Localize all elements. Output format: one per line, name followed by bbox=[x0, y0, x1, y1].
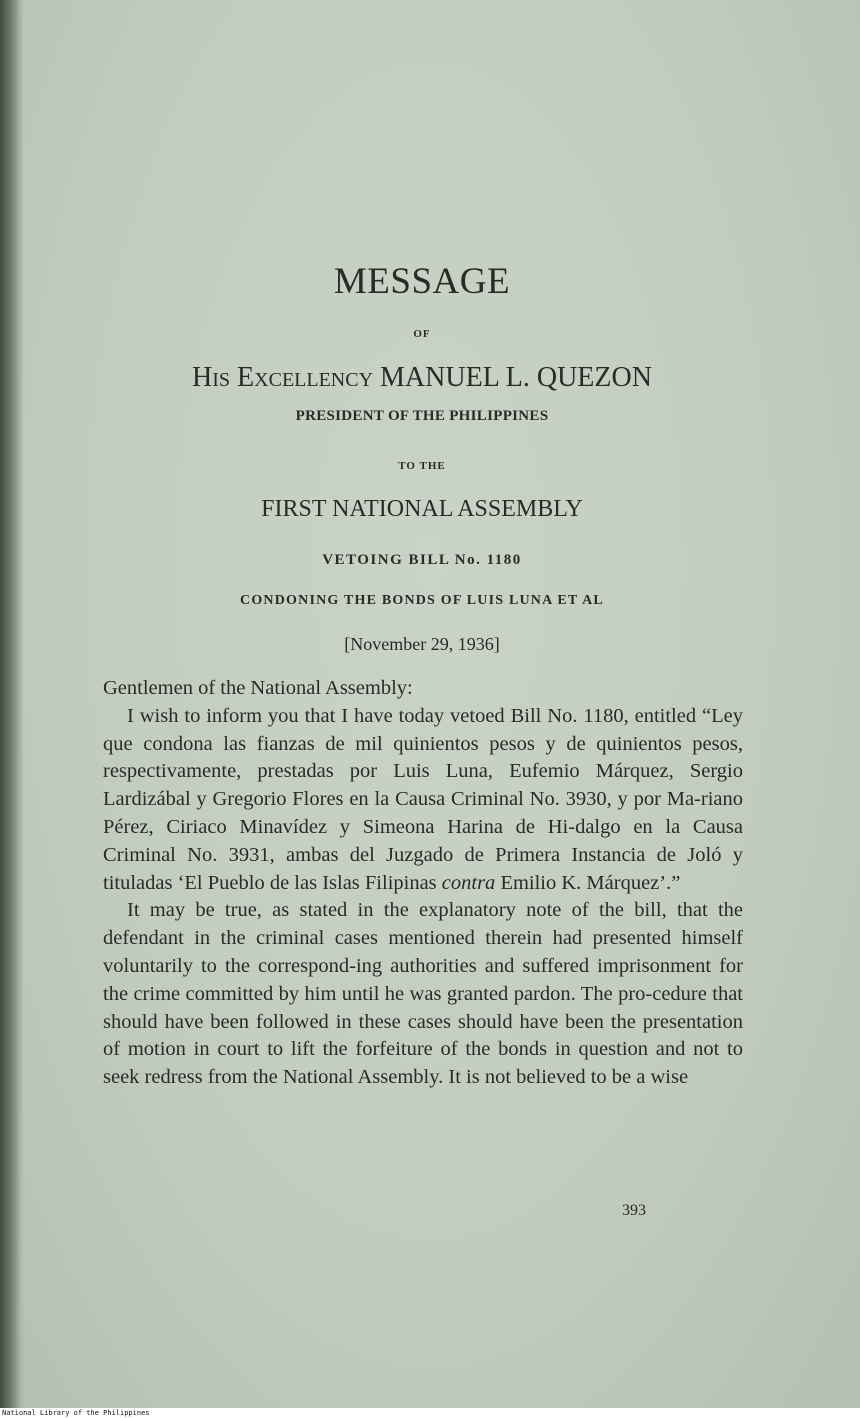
of-label: OF bbox=[413, 328, 431, 340]
salutation: Gentlemen of the National Assembly: bbox=[103, 677, 413, 699]
library-credit: National Library of the Philippines bbox=[2, 1409, 150, 1417]
paragraph-2: It may be true, as stated in the explanatory note of the bill, that the defendant in the criminal cases mentioned therein had presented himself voluntarily to the correspond-ing authorities and suffered imprisonment for the crime committed by him until he was granted pardon. The pro-cedure that should have been followed in these cases should have been the presentation of motion in court to lift the forfeiture of the bonds in question and not to seek redress from the National Assembly. It is not believed to be a wise bbox=[103, 899, 743, 1089]
title-prefix: His Excellency bbox=[192, 362, 374, 393]
paragraph-1-italic: contra bbox=[441, 871, 496, 894]
paragraph-1-end: Emilio K. Márquez’.” bbox=[500, 871, 681, 894]
president-name-line bbox=[100, 362, 744, 394]
message-heading: MESSAGE bbox=[333, 261, 511, 302]
message-date: [November 29, 1936] bbox=[344, 634, 500, 654]
show-through-bleed bbox=[560, 100, 780, 360]
paragraph-1 bbox=[103, 703, 743, 898]
position-label: PRESIDENT OF THE PHILIPPINES bbox=[295, 408, 549, 424]
page-number: 393 bbox=[622, 1202, 646, 1219]
paragraph-1-text: I wish to inform you that I have today vetoed Bill No. 1180, entitled “Ley que condona las fianzas de mil quinientos pesos y de quinientos pesos, respectivamente, prestadas por Luis Luna, Eufemio Márquez, Sergio Lardizábal y Gregorio Flores en la Causa Criminal No. 3930, y por Ma-riano Pérez, Ciriaco Minavídez y Simeona Harina de Hi-dalgo en la Causa Criminal No. 3931, ambas del Juzgado de Primera Instancia de Joló y tituladas ‘El Pueblo de las Islas Filipinas bbox=[103, 704, 743, 894]
assembly-heading: FIRST NATIONAL ASSEMBLY bbox=[261, 496, 583, 522]
condoning-subheading: CONDONING THE BONDS OF LUIS LUNA ET AL bbox=[240, 593, 604, 608]
president-name: MANUEL L. QUEZON bbox=[380, 362, 652, 393]
message-body bbox=[103, 675, 743, 1092]
to-the-label: TO THE bbox=[398, 460, 446, 472]
book-spine-shadow bbox=[0, 0, 24, 1408]
veto-subheading: VETOING BILL No. 1180 bbox=[322, 552, 522, 568]
